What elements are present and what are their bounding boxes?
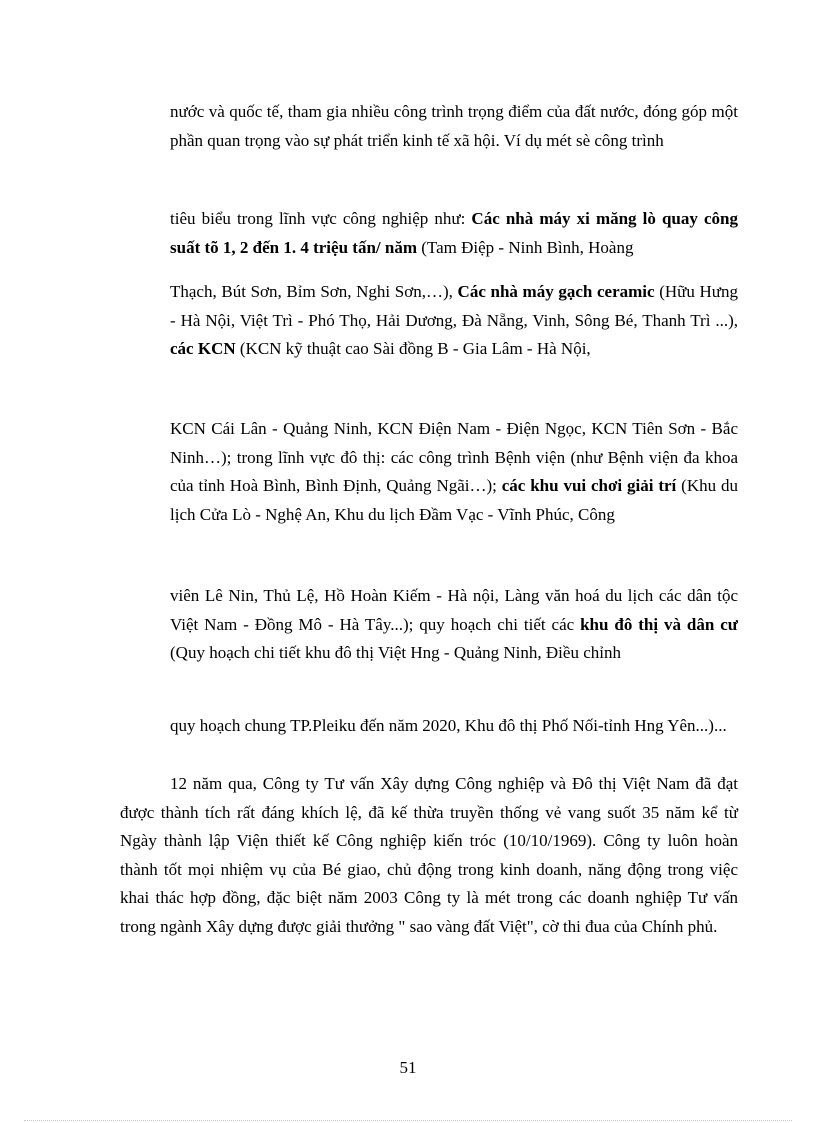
paragraph-3-bold-ceramic-plants: Các nhà máy gạch ceramic (457, 282, 655, 301)
paragraph-4 (170, 415, 738, 529)
paragraph-1 (170, 98, 738, 155)
paragraph-6 (170, 712, 738, 741)
paragraph-5-text-b: (Quy hoạch chi tiết khu đô thị Việt Hng - Quảng Ninh, Điều chỉnh (170, 643, 621, 662)
paragraph-4-text-a: KCN Cái Lân - Quảng Ninh, KCN Điện Nam - Điện Ngọc, KCN Tiên Sơn - Bắc Ninh…); trong lĩnh vực đô thị: các công trình Bệnh viện (như Bệnh viện đa khoa của tỉnh Hoà Bình, Bình Định, Quảng Ngãi…); (170, 419, 738, 495)
paragraph-4-text-b: (Khu du lịch Cửa Lò - Nghệ An, Khu du lịch Đầm Vạc - Vĩnh Phúc, Công (170, 476, 738, 524)
paragraph-2-text-a: tiêu biểu trong lĩnh vực công nghiệp như: (170, 209, 472, 228)
paragraph-7 (120, 770, 738, 941)
paragraph-3-text-c: (KCN kỹ thuật cao Sài đồng B - Gia Lâm - Hà Nội, (235, 339, 591, 358)
paragraph-3 (170, 278, 738, 364)
paragraph-5 (170, 582, 738, 668)
paragraph-3-text-b: (Hữu Hưng - Hà Nội, Việt Trì - Phó Thọ, Hải Dương, Đà Nẵng, Vinh, Sông Bé, Thanh Trì ...), (170, 282, 738, 330)
paragraph-3-bold-kcn: các KCN (170, 339, 236, 358)
paragraph-2 (170, 205, 738, 262)
paragraph-6-text: quy hoạch chung TP.Pleiku đến năm 2020, Khu đô thị Phố Nối-tỉnh Hng Yên...)... (170, 716, 727, 735)
paragraph-2-bold-cement-plants: Các nhà máy xi măng lò quay công suất tõ 1, 2 đến 1. 4 triệu tấn/ năm (170, 209, 738, 257)
paragraph-4-bold-entertainment: các khu vui chơi giải trí (501, 476, 677, 495)
paragraph-3-text-a: Thạch, Bút Sơn, Bỉm Sơn, Nghi Sơn,…), (170, 282, 458, 301)
paragraph-2-text-b: (Tam Điệp - Ninh Bình, Hoàng (416, 237, 634, 257)
paragraph-7-text: 12 năm qua, Công ty Tư vấn Xây dựng Công nghiệp và Đô thị Việt Nam đã đạt được thành tích rất đáng khích lệ, đã kế thừa truyền thống vẻ vang suốt 35 năm kể từ Ngày thành lập Viện thiết kế Công nghiệp kiến tróc (10/10/1969). Công ty luôn hoàn thành tốt mọi nhiệm vụ của Bé giao, chủ động trong kinh doanh, năng động trong việc khai thác hợp đồng, đặc biệt năm 2003 Công ty là mét trong các doanh nghiệp Tư vấn trong ngành Xây dựng được giải thưởng " sao vàng đất Việt", cờ thi đua của Chính phủ. (120, 774, 738, 936)
paragraph-1-text: nước và quốc tế, tham gia nhiều công trình trọng điểm của đất nước, đóng góp một phần quan trọng vào sự phát triển kinh tế xã hội. Ví dụ mét sè công trình (170, 102, 738, 150)
paragraph-5-text-a: viên Lê Nin, Thủ Lệ, Hồ Hoàn Kiếm - Hà nội, Làng văn hoá du lịch các dân tộc Việt Nam - Đồng Mô - Hà Tây...); quy hoạch chi tiết các (170, 586, 738, 634)
page-bottom-divider (24, 1120, 792, 1121)
page-number: 51 (399, 1058, 417, 1077)
paragraph-5-bold-urban-areas: khu đô thị và dân cư (580, 614, 738, 634)
